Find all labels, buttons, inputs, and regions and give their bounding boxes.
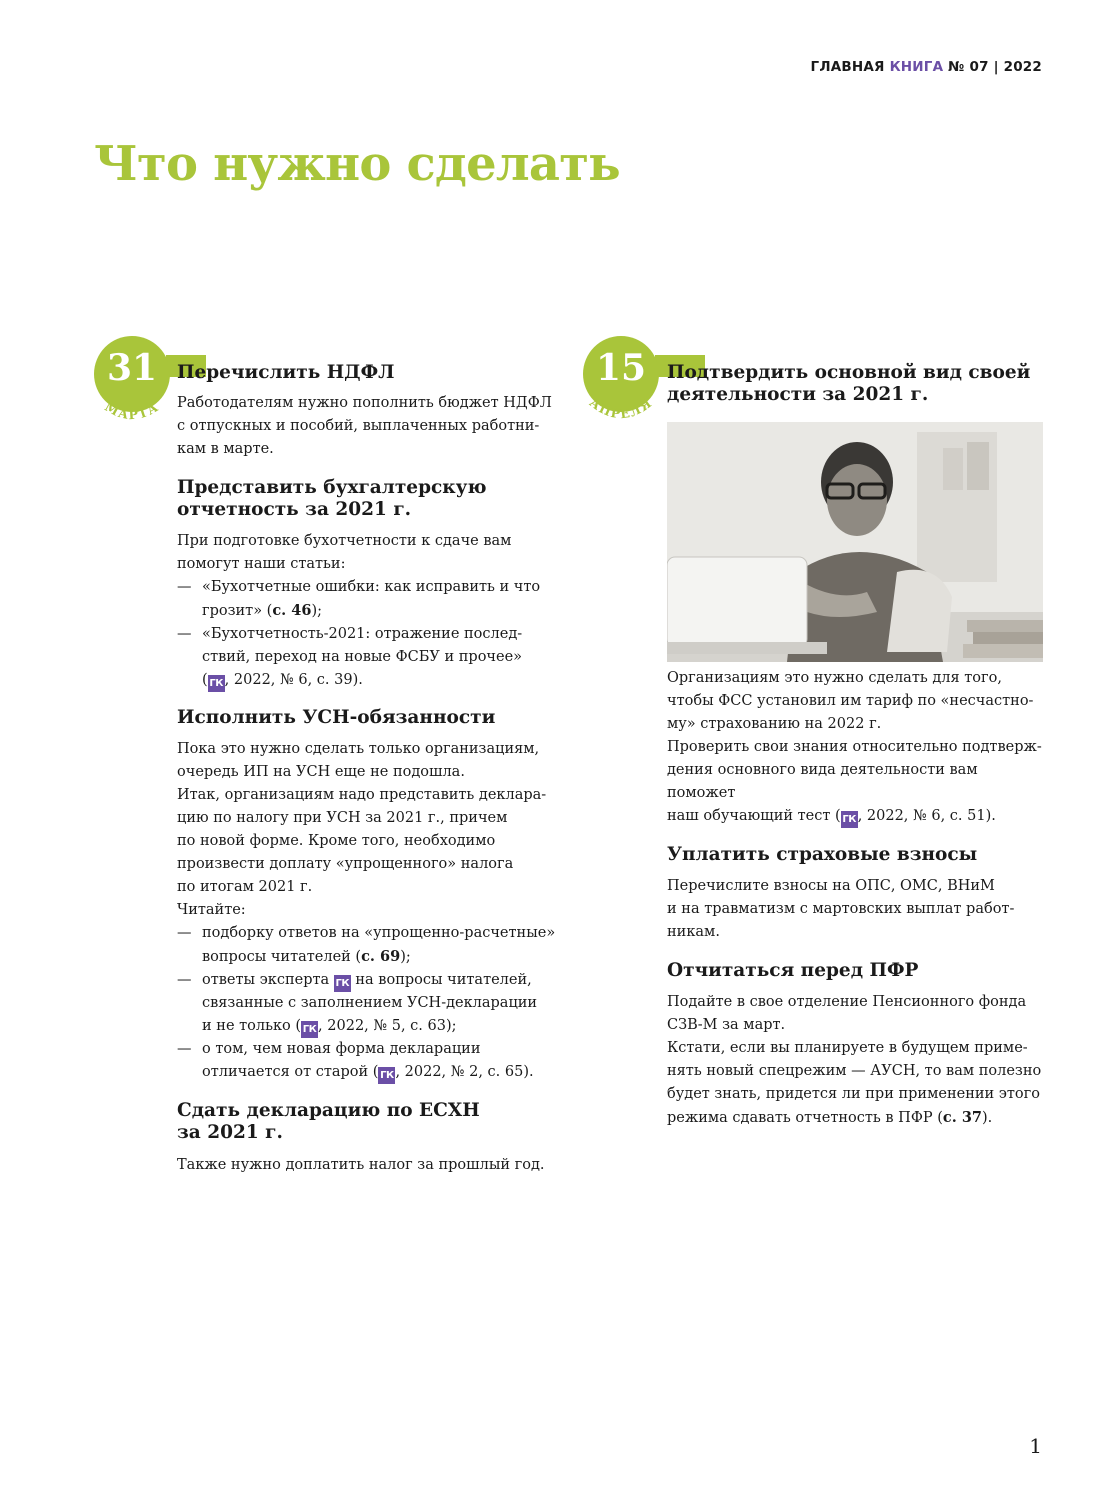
brand-glavnaya: ГЛАВНАЯ [810, 59, 885, 75]
heading-osnovnoy-vid [667, 362, 1047, 406]
text-line: Организациям это нужно сделать для того, [667, 670, 1002, 686]
heading-line: за 2021 г. [177, 1122, 283, 1143]
page-title: Что нужно сделать [94, 136, 620, 192]
gk-logo-icon: ГК [334, 975, 351, 992]
text-line: «Бухотчетность-2021: отражение послед- [202, 626, 523, 642]
list-item [177, 576, 562, 623]
ndfl-text [177, 392, 562, 461]
text-line: будет знать, придется ли при применении этого [667, 1086, 1040, 1102]
text-fragment: , 2022, № 5, с. 63); [318, 1018, 457, 1034]
buh-otchetnost-text [177, 530, 562, 692]
text-fragment: вопросы читателей ( [202, 949, 362, 965]
text-line: о том, чем новая форма декларации [202, 1041, 481, 1057]
photo-laptop [667, 557, 807, 647]
text-fragment: ответы эксперта [202, 972, 334, 988]
text-fragment: грозит» ( [202, 603, 273, 619]
text-line: чтобы ФСС установил им тариф по «несчастно- [667, 693, 1034, 709]
text-line: подборку ответов на «упрощенно-расчетные» [202, 925, 556, 941]
photo-cast-arm [887, 570, 952, 652]
page-reference: с. 46 [272, 602, 312, 619]
photo-binder [967, 442, 989, 490]
heading-line: Сдать декларацию по ЕСХН [177, 1100, 480, 1121]
heading-usn: Исполнить УСН-обязанности [177, 707, 496, 728]
page-number: 1 [1029, 1434, 1042, 1458]
text-fragment: ); [311, 603, 322, 619]
page-reference: с. 37 [942, 1109, 982, 1126]
photo-book-stack [963, 644, 1043, 658]
list-dash: — [177, 579, 192, 595]
text-line: кам в марте. [177, 441, 274, 457]
issue-number: № 07 | 2022 [948, 59, 1042, 75]
text-line: Итак, организациям надо представить деклара- [177, 787, 547, 803]
right-column [667, 362, 1047, 1130]
list-dash: — [177, 972, 192, 988]
gk-logo-icon: ГК [301, 1021, 318, 1038]
text-line: нять новый спецрежим — АУСН, то вам полезно [667, 1063, 1042, 1079]
text-line: Проверить свои знания относительно подтверж- [667, 739, 1042, 755]
eshn-text: Также нужно доплатить налог за прошлый год. [177, 1157, 545, 1173]
text-line [667, 805, 1047, 828]
text-fragment: режима сдавать отчетность в ПФР ( [667, 1110, 943, 1126]
text-fragment: ( [202, 672, 208, 688]
photo-laptop-base [667, 642, 827, 654]
badge-day: 15 [595, 347, 647, 389]
text-fragment: наш обучающий тест ( [667, 808, 841, 824]
text-fragment: и не только ( [202, 1018, 302, 1034]
text-line: Кстати, если вы планируете в будущем приме- [667, 1040, 1028, 1056]
heading-line: Подтвердить основной вид своей [667, 362, 1031, 383]
osnovnoy-vid-text [667, 667, 1047, 828]
badge-day: 31 [106, 347, 158, 389]
usn-text [177, 738, 562, 1084]
text-line: по новой форме. Кроме того, необходимо [177, 833, 496, 849]
badge-month: АПРЕЛЯ [586, 394, 656, 422]
text-line: Работодателям нужно пополнить бюджет НДФЛ [177, 395, 552, 411]
heading-vznosy: Уплатить страховые взносы [667, 844, 978, 865]
list-item [177, 922, 562, 969]
photo-binder [943, 448, 963, 490]
heading-buh-otchetnost [177, 477, 562, 521]
photo-man-reading [667, 422, 1043, 662]
heading-pfr: Отчитаться перед ПФР [667, 960, 919, 981]
pfr-text [667, 991, 1047, 1130]
heading-line: деятельности за 2021 г. [667, 384, 929, 405]
photo-book-stack [967, 620, 1043, 632]
gk-logo-icon: ГК [841, 811, 858, 828]
text-line: никам. [667, 924, 720, 940]
list-dash: — [177, 925, 192, 941]
photo-book-stack [973, 632, 1043, 644]
magazine-header [811, 59, 1042, 75]
left-column [177, 362, 562, 1177]
text-line: Перечислите взносы на ОПС, ОМС, ВНиМ [667, 878, 995, 894]
vznosy-text [667, 875, 1047, 944]
list-dash: — [177, 626, 192, 642]
list-item [177, 1038, 562, 1084]
text-line: и на травматизм с мартовских выплат работ- [667, 901, 1015, 917]
text-fragment: на вопросы читателей, [350, 972, 532, 988]
heading-line: отчетность за 2021 г. [177, 499, 412, 520]
text-line: СЗВ-М за март. [667, 1017, 786, 1033]
text-fragment: , 2022, № 2, с. 65). [395, 1064, 534, 1080]
text-line: очередь ИП на УСН еще не подошла. [177, 764, 465, 780]
gk-logo-icon: ГК [208, 675, 225, 692]
badge-month-arc [86, 336, 178, 436]
text-line: цию по налогу при УСН за 2021 г., причем [177, 810, 508, 826]
brand-kniga: КНИГА [889, 59, 944, 75]
text-fragment: ); [400, 949, 411, 965]
date-badge-march [94, 336, 170, 423]
text-line: с отпускных и пособий, выплаченных работни- [177, 418, 540, 434]
text-fragment: , 2022, № 6, с. 51). [857, 808, 996, 824]
gk-logo-icon: ГК [378, 1067, 395, 1084]
text-line: Подайте в свое отделение Пенсионного фонда [667, 994, 1027, 1010]
text-line: «Бухотчетные ошибки: как исправить и что [202, 579, 541, 595]
photo-illustration [667, 422, 1043, 662]
heading-ndfl: Перечислить НДФЛ [177, 362, 395, 383]
heading-eshn [177, 1100, 562, 1144]
page-reference: с. 69 [361, 948, 401, 965]
list-dash: — [177, 1041, 192, 1057]
list-item [177, 623, 562, 692]
text-line: дения основного вида деятельности вам поможет [667, 762, 978, 801]
heading-line: Представить бухгалтерскую [177, 477, 487, 498]
text-line: ствий, переход на новые ФСБУ и прочее» [202, 649, 523, 665]
text-line [667, 1106, 1047, 1130]
date-badge-april [583, 336, 659, 422]
badge-month-arc [575, 336, 667, 436]
text-line: связанные с заполнением УСН-декларации [202, 995, 538, 1011]
text-fragment: ). [982, 1110, 993, 1126]
photo-face [827, 464, 887, 536]
text-fragment: отличается от старой ( [202, 1064, 379, 1080]
text-line: по итогам 2021 г. [177, 879, 313, 895]
text-line: му» страхованию на 2022 г. [667, 716, 882, 732]
badge-month: МАРТА [102, 398, 162, 423]
text-line: Читайте: [177, 902, 246, 918]
text-line: При подготовке бухотчетности к сдаче вам [177, 533, 512, 549]
text-fragment: , 2022, № 6, с. 39). [224, 672, 363, 688]
list-item [177, 969, 562, 1038]
text-line: произвести доплату «упрощенного» налога [177, 856, 514, 872]
text-line: Пока это нужно сделать только организациям, [177, 741, 540, 757]
text-line: помогут наши статьи: [177, 556, 346, 572]
